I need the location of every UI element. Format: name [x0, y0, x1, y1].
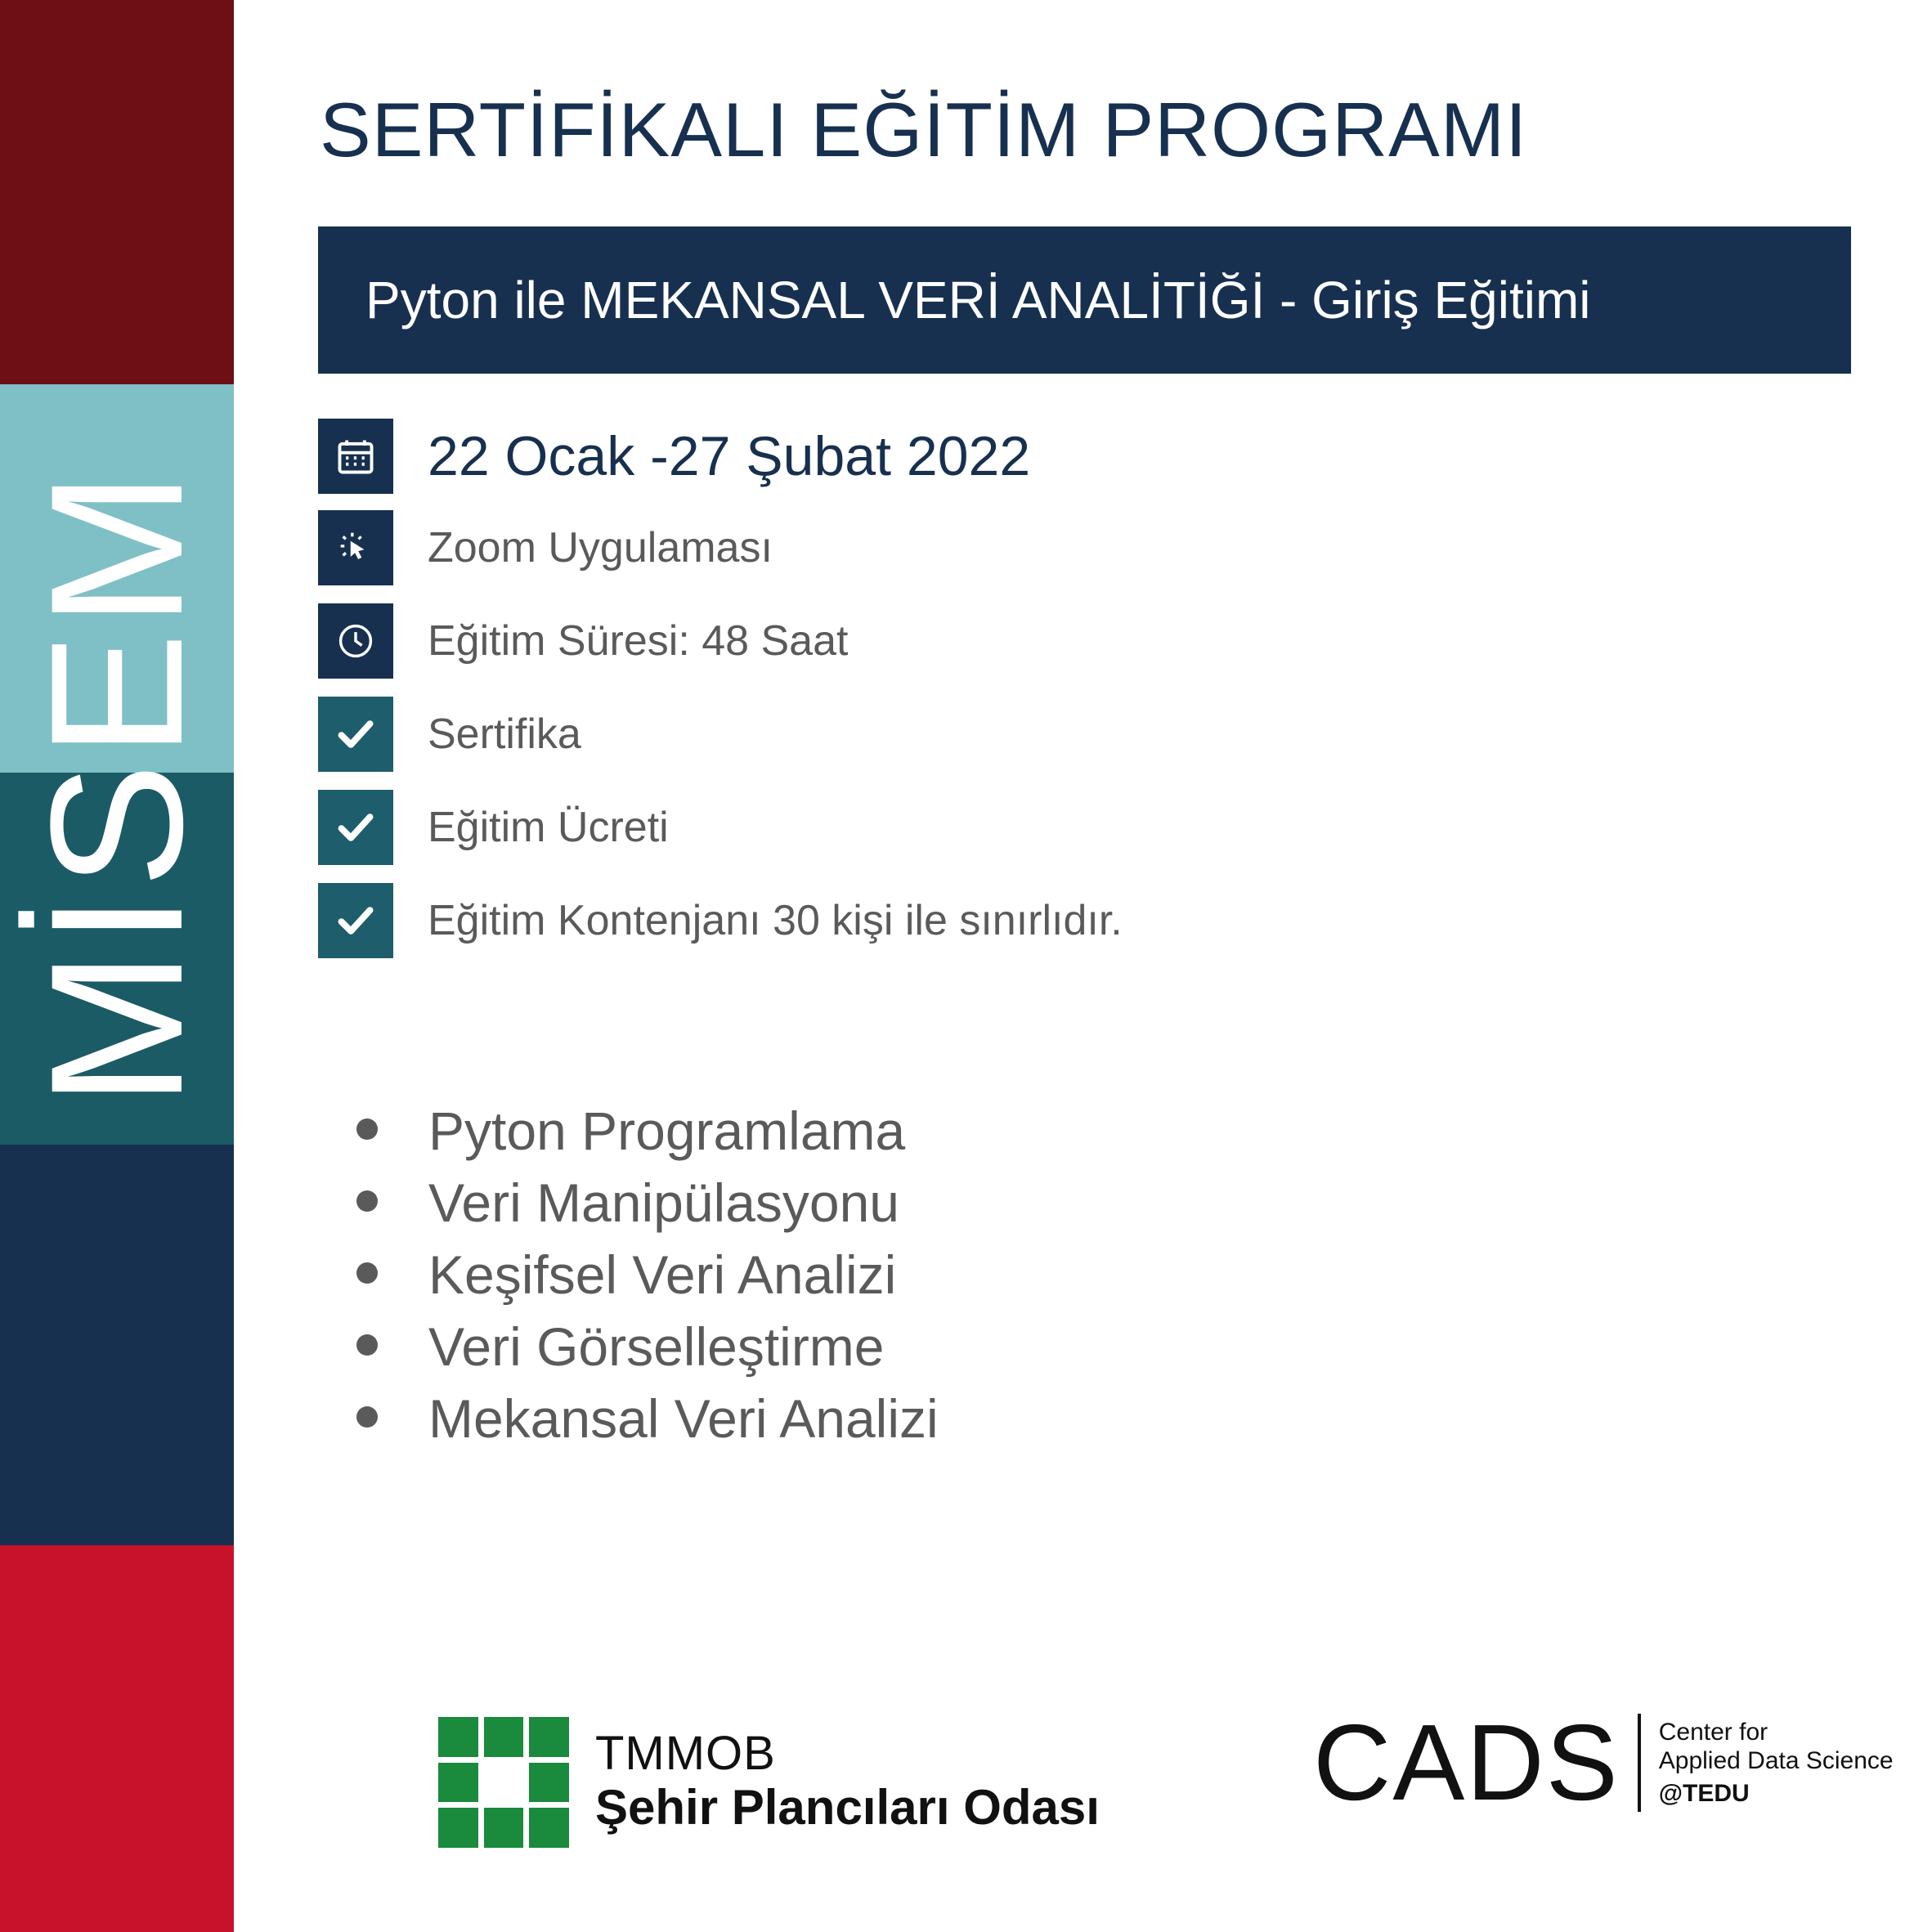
list-item — [356, 1100, 939, 1162]
color-segment-navy — [0, 1145, 234, 1545]
color-segment-maroon — [0, 0, 234, 384]
bullet-dot-icon — [356, 1262, 378, 1284]
tmmob-acronym: TMMOB — [595, 1727, 776, 1780]
list-item — [356, 1172, 939, 1234]
info-text-quota: Eğitim Kontenjanı 30 kişi ile sınırlıdır. — [428, 897, 1123, 944]
info-row-platform — [318, 510, 1871, 585]
info-row-certificate — [318, 697, 1871, 772]
course-title-banner — [318, 226, 1851, 374]
info-row-date — [318, 419, 1871, 494]
bullet-dot-icon — [356, 1406, 378, 1428]
list-item — [356, 1244, 939, 1306]
topics-list — [356, 1100, 939, 1459]
info-list — [318, 419, 1871, 976]
cads-wordmark: CADS — [1313, 1702, 1620, 1822]
misem-text: MİSEM — [11, 465, 222, 1107]
check-icon — [318, 883, 393, 958]
tmmob-logo-text — [595, 1727, 1100, 1835]
page-title: SERTİFİKALI EĞİTİM PROGRAMI — [320, 87, 1528, 173]
info-text-fee: Eğitim Ücreti — [428, 804, 669, 851]
check-icon — [318, 697, 393, 772]
topic-label: Pyton Programlama — [428, 1100, 906, 1161]
topic-label: Mekansal Veri Analizi — [428, 1388, 939, 1449]
cads-line-1: Center for — [1658, 1718, 1768, 1746]
footer-logos — [234, 1676, 1932, 1921]
color-segment-red — [0, 1545, 234, 1932]
info-text-duration: Eğitim Süresi: 48 Saat — [428, 617, 849, 665]
course-title: Pyton ile MEKANSAL VERİ ANALİTİĞİ - Giriş Eğitimi — [365, 271, 1591, 329]
cursor-click-icon — [318, 510, 393, 585]
tmmob-grid-icon — [438, 1717, 569, 1848]
cads-line-2: Applied Data Science — [1658, 1747, 1894, 1775]
bullet-dot-icon — [356, 1190, 378, 1212]
list-item — [356, 1316, 939, 1378]
left-color-bar — [0, 0, 234, 1932]
calendar-icon — [318, 419, 393, 494]
info-text-date: 22 Ocak -27 Şubat 2022 — [428, 425, 1031, 487]
cads-divider — [1638, 1714, 1641, 1812]
color-segment-dark-teal — [0, 773, 234, 1145]
topic-label: Keşifsel Veri Analizi — [428, 1244, 897, 1305]
info-row-fee — [318, 790, 1871, 865]
topic-label: Veri Manipülasyonu — [428, 1172, 900, 1233]
tmmob-logo — [438, 1717, 1100, 1848]
info-row-duration — [318, 603, 1871, 679]
list-item — [356, 1387, 939, 1450]
bullet-dot-icon — [356, 1334, 378, 1356]
tmmob-chamber-name: Şehir Plancıları Odası — [595, 1780, 1100, 1835]
cads-line-3: @TEDU — [1658, 1779, 1750, 1807]
info-text-certificate: Sertifika — [428, 710, 581, 758]
color-segment-teal — [0, 384, 234, 773]
check-icon — [318, 790, 393, 865]
info-row-quota — [318, 883, 1871, 958]
clock-icon — [318, 603, 393, 679]
info-text-platform: Zoom Uygulaması — [428, 524, 773, 572]
bullet-dot-icon — [356, 1118, 378, 1140]
topic-label: Veri Görselleştirme — [428, 1316, 885, 1377]
cads-logo — [1313, 1702, 1894, 1822]
poster-content — [234, 0, 1932, 1932]
cads-logo-text — [1659, 1718, 1894, 1808]
